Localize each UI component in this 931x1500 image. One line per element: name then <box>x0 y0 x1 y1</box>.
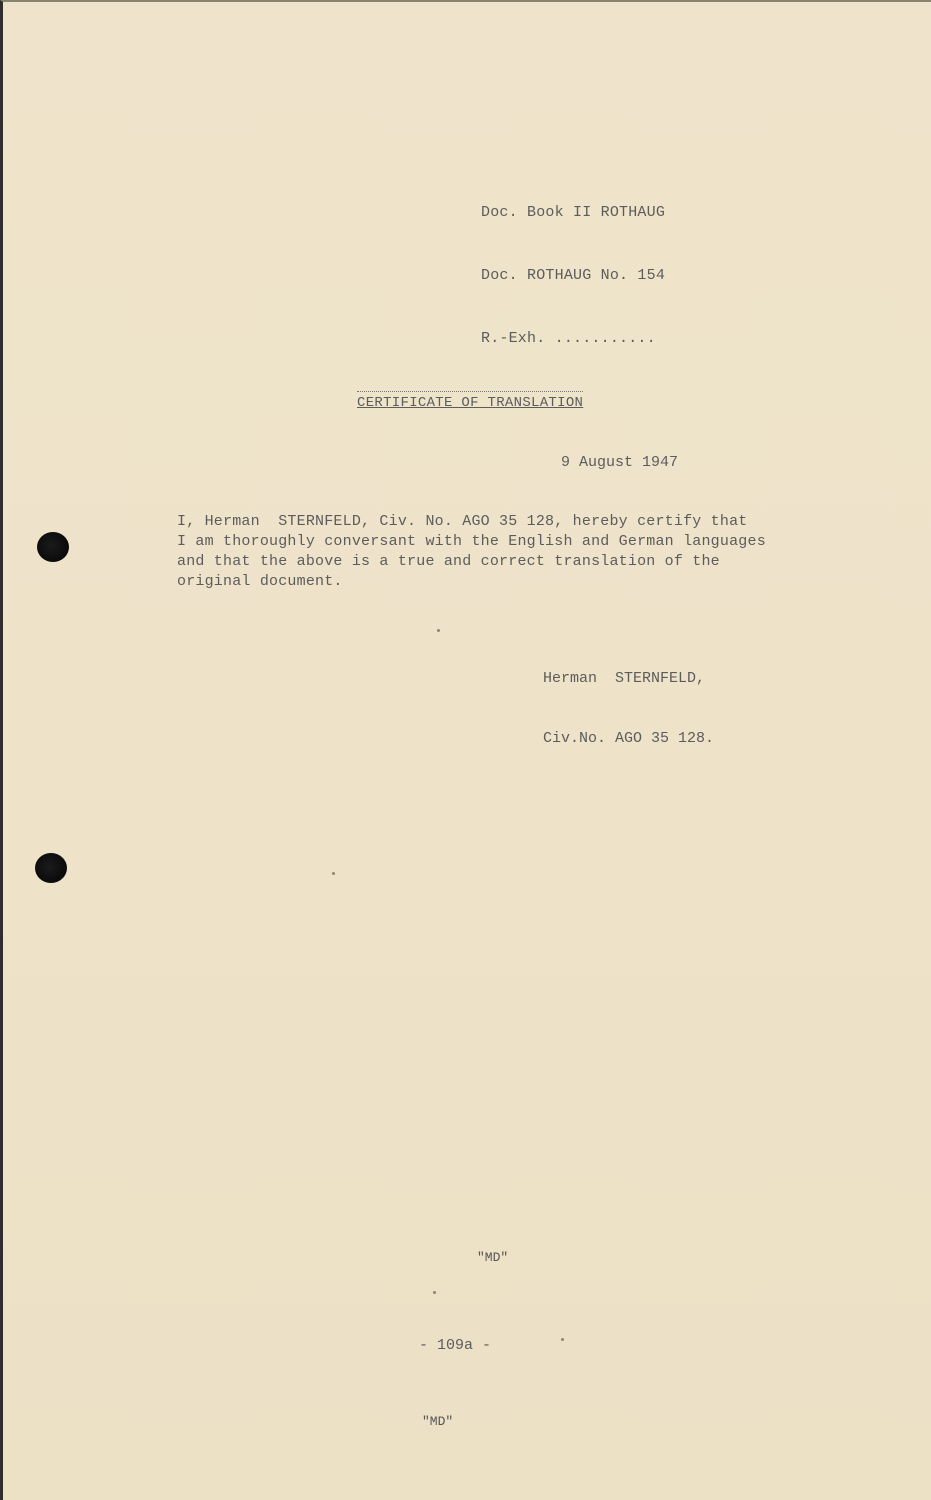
paper-speck <box>332 872 335 875</box>
exhibit-reference: R.-Exh. ........... <box>481 330 656 347</box>
body-line: original document. <box>177 573 343 590</box>
doc-book-reference: Doc. Book II ROTHAUG <box>481 204 666 221</box>
certificate-body <box>177 512 802 592</box>
signature-civ-number: Civ.No. AGO 35 128. <box>543 730 715 747</box>
paper-speck <box>561 1338 564 1341</box>
punch-hole-top <box>37 532 69 562</box>
certificate-date: 9 August 1947 <box>561 454 679 471</box>
document-reference-block <box>481 160 665 391</box>
punch-hole-bottom <box>35 853 67 883</box>
signature-block <box>543 629 714 789</box>
body-line: I am thoroughly conversant with the English and German languages <box>177 533 766 550</box>
paper-speck <box>433 1291 436 1294</box>
footer-md-mark: "MD" <box>422 1414 454 1429</box>
md-mark: "MD" <box>477 1250 509 1265</box>
page-number: - 109a - <box>419 1337 492 1354</box>
paper-speck <box>437 629 440 632</box>
signature-name: Herman STERNFELD, <box>543 670 706 687</box>
doc-number-reference: Doc. ROTHAUG No. 154 <box>481 267 666 284</box>
body-line: I, Herman STERNFELD, Civ. No. AGO 35 128, hereby certify that <box>177 513 748 530</box>
certificate-title: CERTIFICATE OF TRANSLATION <box>357 395 584 411</box>
body-line: and that the above is a true and correct translation of the <box>177 553 720 570</box>
